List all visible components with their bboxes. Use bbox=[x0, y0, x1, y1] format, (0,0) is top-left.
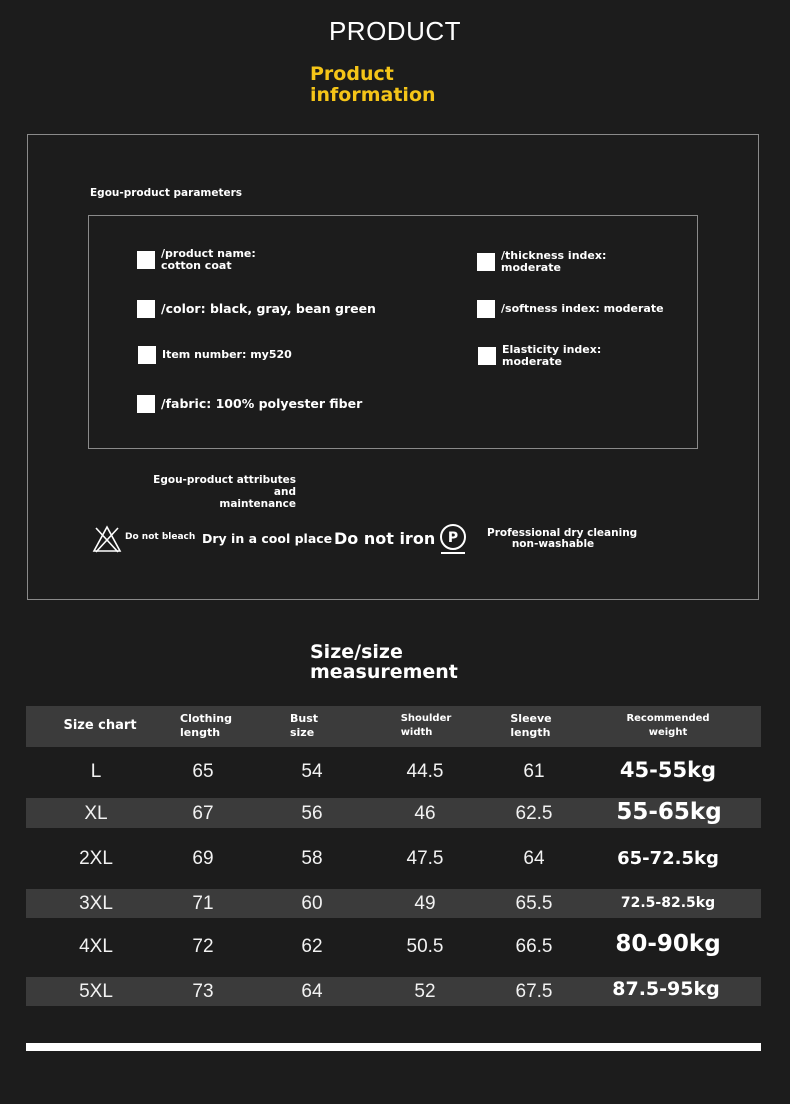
cell-weight: 72.5-82.5kg bbox=[620, 895, 716, 911]
header-line: width bbox=[400, 727, 433, 738]
checkbox-icon bbox=[138, 346, 156, 364]
no-bleach-icon bbox=[92, 524, 122, 554]
param-label: /softness index: moderate bbox=[501, 302, 664, 315]
cell-size: XL bbox=[84, 803, 108, 824]
size-title-line1: Size/size bbox=[310, 641, 403, 663]
cell-bust: 56 bbox=[301, 803, 323, 824]
cell-length: 69 bbox=[192, 848, 214, 869]
svg-text:P: P bbox=[447, 530, 459, 546]
params-heading: Egou-product parameters bbox=[90, 187, 243, 199]
cell-length: 65 bbox=[192, 761, 214, 782]
size-title-line2: measurement bbox=[310, 661, 458, 683]
attributes-heading bbox=[146, 474, 296, 510]
header-line: weight bbox=[648, 727, 688, 738]
attributes-heading-line1: Egou-product attributes and bbox=[153, 474, 296, 498]
size-title bbox=[310, 642, 458, 682]
care-line: Professional dry cleaning bbox=[487, 527, 638, 539]
care-do-not-iron: Do not iron bbox=[334, 529, 436, 548]
header-bust-size bbox=[290, 712, 318, 740]
professional-dry-clean-icon bbox=[438, 523, 468, 555]
page-title: PRODUCT bbox=[328, 16, 462, 46]
product-info-title-line1: Product bbox=[310, 63, 394, 85]
cell-shoulder: 47.5 bbox=[406, 848, 444, 869]
cell-shoulder: 50.5 bbox=[406, 936, 444, 957]
checkbox-icon bbox=[137, 251, 155, 269]
param-label: /color: black, gray, bean green bbox=[161, 301, 376, 316]
param-label: Elasticity index: bbox=[502, 343, 602, 356]
size-table-header bbox=[26, 706, 761, 747]
cell-bust: 58 bbox=[301, 848, 323, 869]
param-value: cotton coat bbox=[161, 259, 232, 272]
header-size-chart: Size chart bbox=[63, 718, 137, 733]
cell-weight: 80-90kg bbox=[615, 931, 721, 957]
cell-sleeve: 61 bbox=[523, 761, 545, 782]
cell-bust: 64 bbox=[301, 981, 323, 1002]
header-sleeve-length bbox=[510, 712, 551, 740]
header-line: Shoulder bbox=[400, 713, 452, 724]
cell-bust: 62 bbox=[301, 936, 323, 957]
cell-shoulder: 46 bbox=[414, 803, 436, 824]
cell-bust: 60 bbox=[301, 893, 323, 914]
header-recommended-weight bbox=[626, 712, 709, 740]
param-value: moderate bbox=[502, 355, 562, 368]
cell-length: 71 bbox=[192, 893, 214, 914]
param-label: /product name: bbox=[161, 247, 256, 260]
cell-size: 2XL bbox=[79, 848, 113, 869]
header-line: length bbox=[510, 726, 551, 739]
checkbox-icon bbox=[137, 395, 155, 413]
care-professional-dry-clean bbox=[487, 527, 638, 550]
cell-length: 73 bbox=[192, 981, 214, 1002]
cell-weight: 87.5-95kg bbox=[612, 978, 720, 1000]
checkbox-icon bbox=[477, 253, 495, 271]
cell-size: 5XL bbox=[79, 981, 113, 1002]
cell-weight: 65-72.5kg bbox=[617, 848, 719, 869]
header-shoulder-width bbox=[401, 712, 452, 740]
table-row bbox=[26, 928, 761, 966]
cell-sleeve: 65.5 bbox=[515, 893, 553, 914]
table-row bbox=[26, 889, 761, 918]
header-line: length bbox=[180, 726, 221, 739]
checkbox-icon bbox=[477, 300, 495, 318]
header-line: Sleeve bbox=[510, 712, 552, 725]
header-line: Recommended bbox=[626, 713, 710, 724]
cell-size: 3XL bbox=[79, 893, 113, 914]
cell-weight: 55-65kg bbox=[616, 799, 722, 825]
care-do-not-bleach: Do not bleach bbox=[125, 532, 196, 542]
cell-size: 4XL bbox=[79, 936, 113, 957]
cell-bust: 54 bbox=[301, 761, 323, 782]
cell-sleeve: 64 bbox=[523, 848, 545, 869]
cell-size: L bbox=[90, 761, 102, 782]
param-item-number bbox=[138, 346, 292, 364]
header-line: size bbox=[289, 726, 315, 739]
param-label: /thickness index: bbox=[501, 249, 607, 262]
checkbox-icon bbox=[137, 300, 155, 318]
header-line: Clothing bbox=[180, 712, 232, 725]
cell-sleeve: 62.5 bbox=[515, 803, 553, 824]
care-line: non-washable bbox=[511, 538, 595, 550]
header-clothing-length bbox=[180, 712, 232, 740]
param-label: Item number: my520 bbox=[162, 348, 292, 361]
param-label: /fabric: 100% polyester fiber bbox=[161, 396, 363, 411]
param-product-name bbox=[137, 248, 256, 272]
param-elasticity bbox=[478, 344, 601, 368]
table-row bbox=[26, 841, 761, 879]
param-color bbox=[137, 300, 376, 318]
table-row bbox=[26, 977, 761, 1006]
table-row bbox=[26, 753, 761, 791]
cell-length: 67 bbox=[192, 803, 214, 824]
checkbox-icon bbox=[478, 347, 496, 365]
cell-weight: 45-55kg bbox=[619, 758, 717, 782]
param-value: moderate bbox=[501, 261, 561, 274]
care-dry-cool: Dry in a cool place bbox=[202, 531, 333, 546]
cell-length: 72 bbox=[192, 936, 214, 957]
cell-shoulder: 52 bbox=[414, 981, 436, 1002]
header-line: Bust bbox=[289, 712, 319, 725]
cell-sleeve: 67.5 bbox=[515, 981, 553, 1002]
cell-shoulder: 44.5 bbox=[406, 761, 444, 782]
bottom-divider bbox=[26, 1043, 761, 1051]
param-softness bbox=[477, 300, 664, 318]
attributes-heading-line2: maintenance bbox=[219, 498, 296, 510]
product-info-title-line2: information bbox=[310, 84, 436, 106]
param-fabric bbox=[137, 395, 362, 413]
cell-sleeve: 66.5 bbox=[515, 936, 553, 957]
param-thickness bbox=[477, 250, 606, 274]
table-row bbox=[26, 798, 761, 828]
cell-shoulder: 49 bbox=[414, 893, 436, 914]
